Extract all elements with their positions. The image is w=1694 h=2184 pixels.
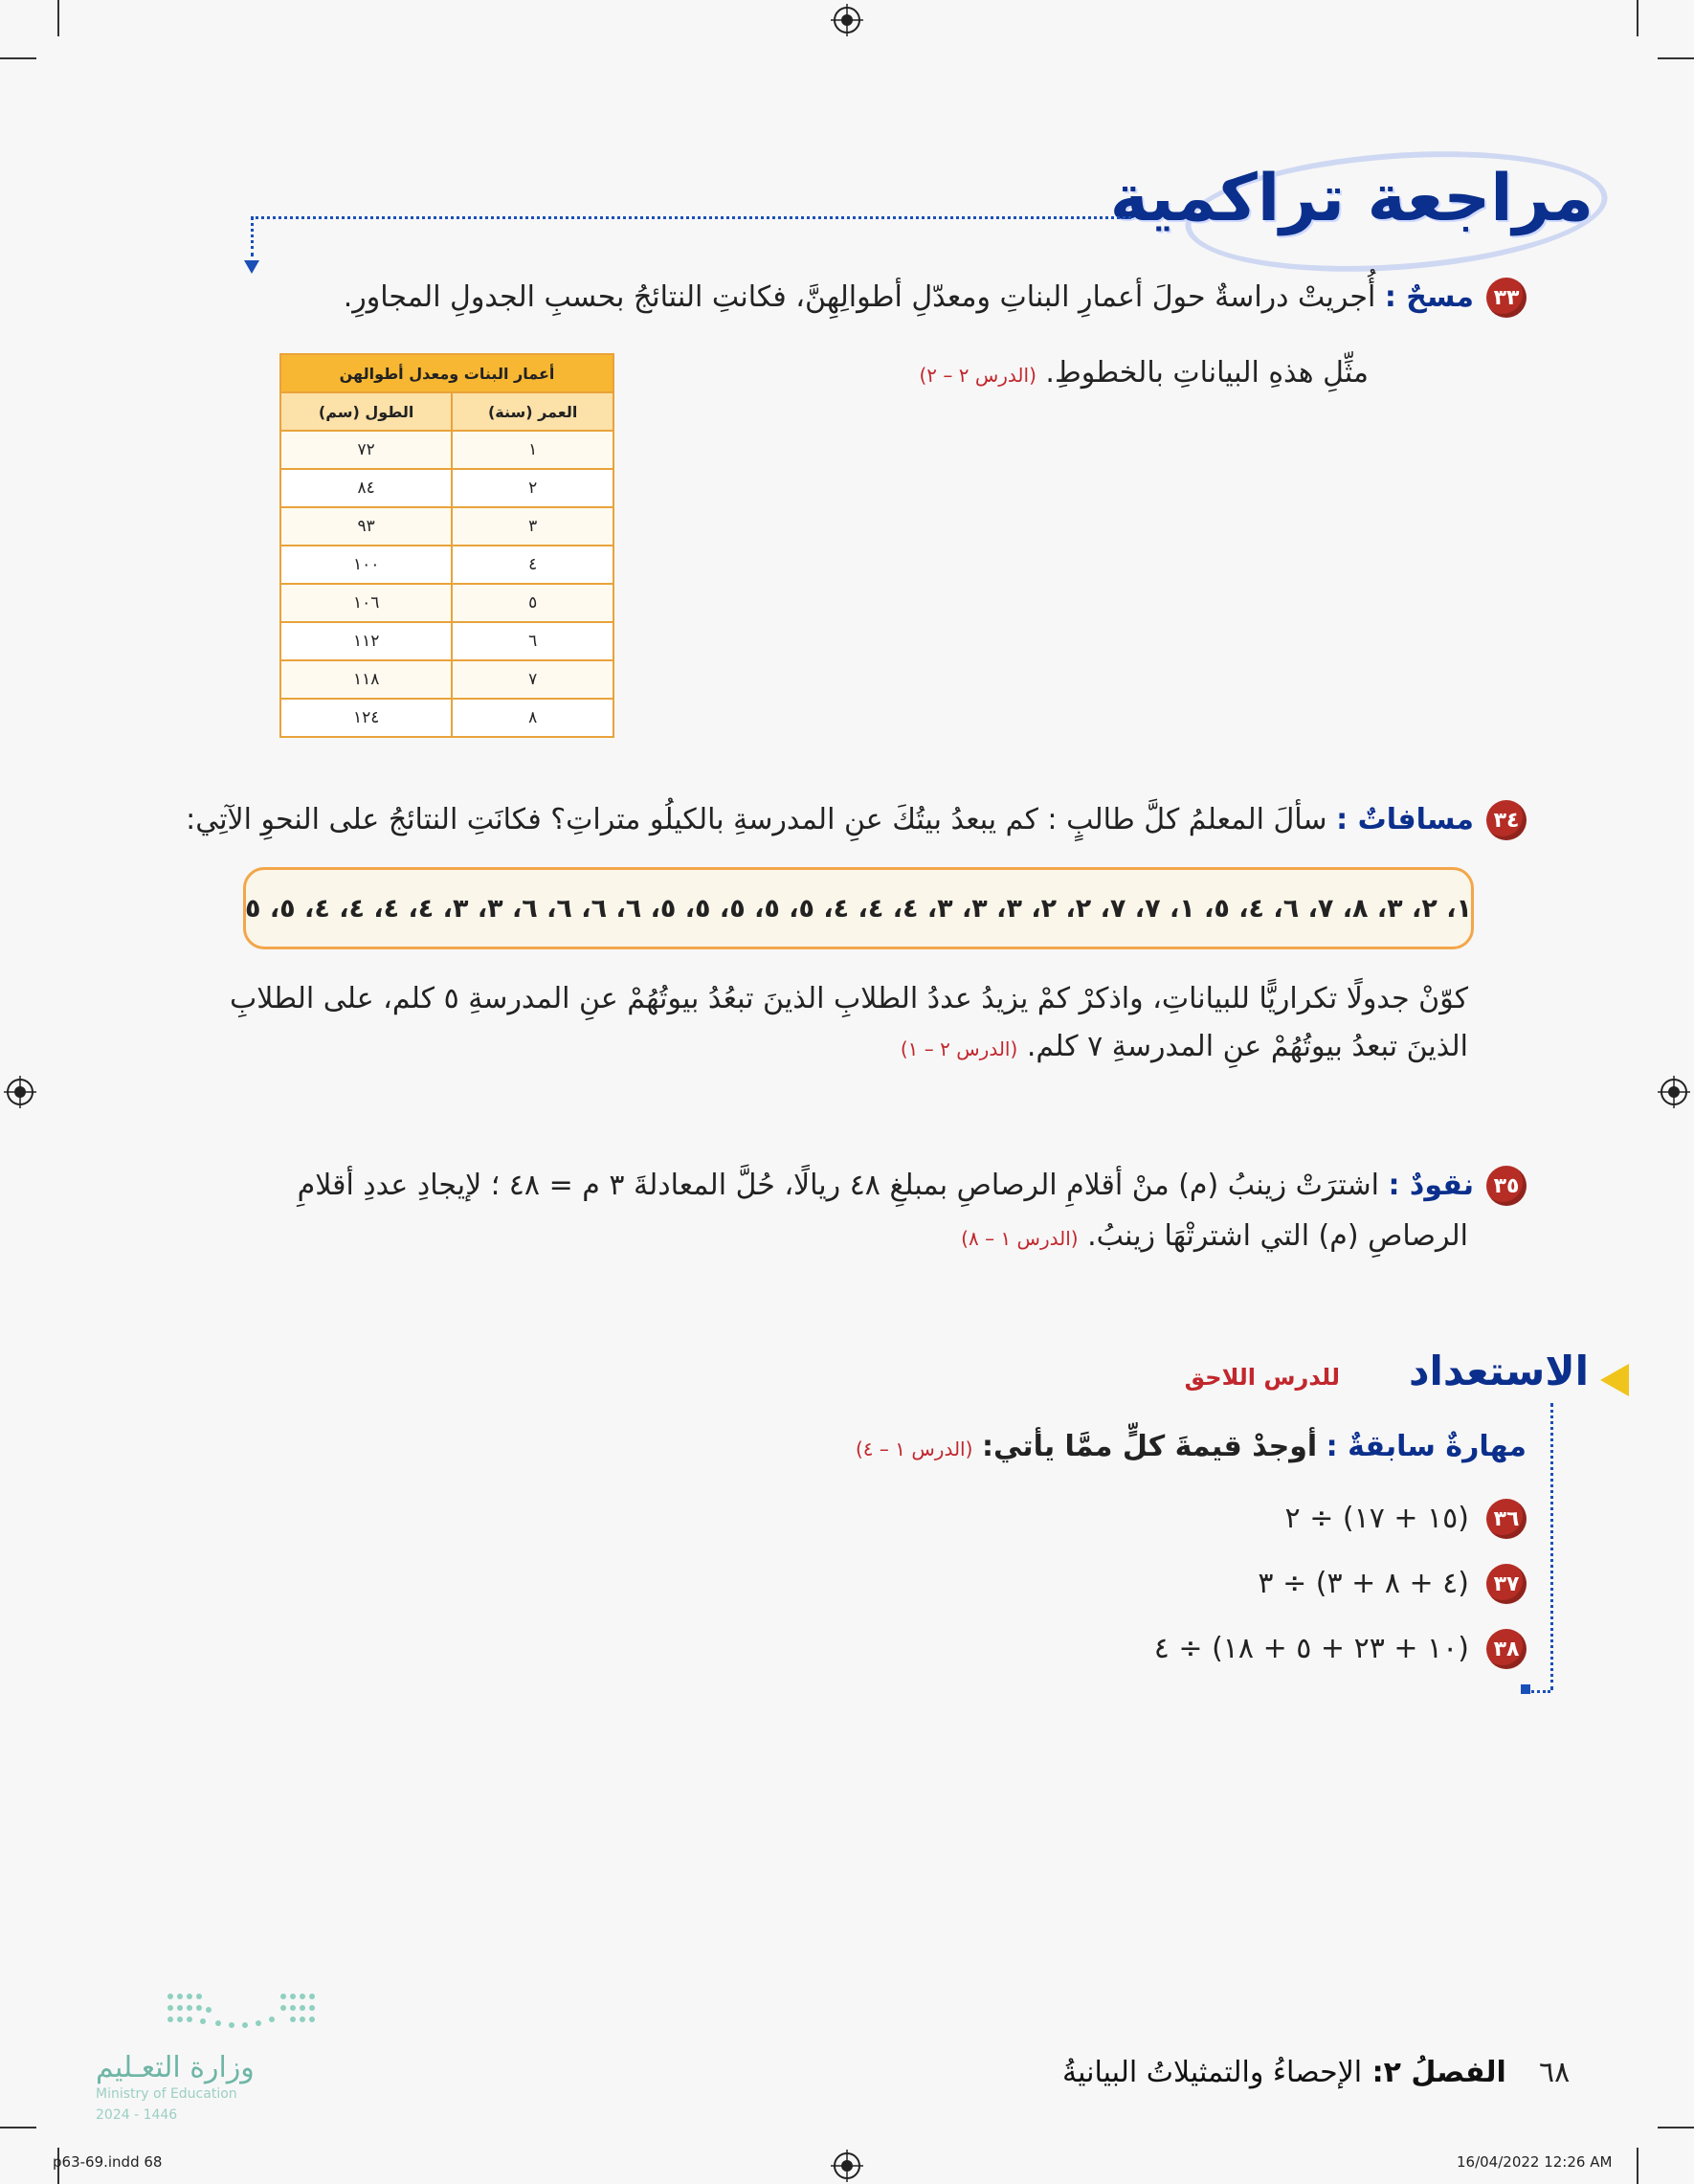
table-cell: ١١٨ [280, 660, 452, 699]
page-number: ٦٨ [1539, 2056, 1571, 2089]
distances-data-box: ١، ٢، ٣، ٨، ٧، ٦، ٤، ٥، ١، ٧، ٧، ٢، ٢، ٣، ٣، ٣، ٤، ٤، ٤، ٥، ٥، ٥، ٥، ٥، ٦، ٦، ٦، ٦، ٣، ٣، ٤، ٤، ٤، ٤، ٥، ٥ [243, 867, 1474, 949]
page-title: مراجعة تراكمية [1109, 161, 1594, 236]
table-cell: ٧٢ [280, 431, 452, 469]
table-cell: ٥ [452, 584, 613, 622]
ministry-year: 2024 - 1446 [96, 2107, 178, 2123]
table-cell: ٨٤ [280, 469, 452, 507]
question-33-instruction [919, 345, 1369, 404]
crop-mark [1637, 2148, 1638, 2184]
table-row [280, 507, 613, 546]
chapter-label: الفصلُ ٢: [1371, 2056, 1506, 2089]
crop-mark [1658, 57, 1694, 59]
table-row [280, 469, 613, 507]
question-number-badge: ٣٣ [1486, 278, 1527, 318]
question-label: نقودٌ : [1388, 1169, 1474, 1202]
prior-skill-line [856, 1418, 1527, 1478]
skill-label: مهارةٌ سابقةٌ : [1326, 1430, 1527, 1463]
instruction-text: مثِّلِ هذهِ البياناتِ بالخطوطِ. [1045, 356, 1369, 390]
dotted-leader [251, 216, 1131, 219]
question-text: سألَ المعلمُ كلَّ طالبٍ : كم يبعدُ بيتُكَ عنِ المدرسةِ بالكيلُو متراتِ؟ فكانَتِ النتائجُ على النحوِ الآتِي: [186, 803, 1327, 836]
table-cell: ٦ [452, 622, 613, 660]
question-text: الذينَ تبعدُ بيوتُهُمْ عنِ المدرسةِ ٧ كلم. [1026, 1030, 1468, 1063]
question-number-badge: ٣٥ [1486, 1166, 1527, 1206]
expression: (٤ + ٨ + ٣) ÷ ٣ [1258, 1567, 1469, 1600]
question-number-badge: ٣٤ [1486, 800, 1527, 840]
end-marker-icon [1521, 1684, 1530, 1694]
question-text: أُجريتْ دراسةٌ حولَ أعمارِ البناتِ ومعدّلِ أطوالِهِنَّ، فكانتِ النتائجُ بحسبِ الجدولِ المجاورِ. [343, 280, 1376, 314]
prep-title: الاستعداد [1408, 1348, 1589, 1394]
registration-mark-icon [831, 2150, 863, 2182]
table-cell: ١٢٤ [280, 699, 452, 737]
registration-mark-icon [4, 1076, 36, 1108]
table-header: الطول (سم) [280, 392, 452, 431]
table-cell: ١ [452, 431, 613, 469]
question-33-stem [344, 269, 1474, 326]
question-number-badge: ٣٧ [1486, 1564, 1527, 1604]
crop-mark [1637, 0, 1638, 36]
ages-heights-table [279, 353, 614, 738]
slug-filename: p63-69.indd 68 [53, 2153, 163, 2171]
table-row [280, 622, 613, 660]
expression: (١٠ + ٢٣ + ٥ + ١٨) ÷ ٤ [1153, 1632, 1469, 1665]
lesson-reference: (الدرس ١ – ٨) [961, 1227, 1079, 1250]
section-arrow-icon [1600, 1364, 1629, 1396]
prep-subtitle: للدرس اللاحق [1184, 1364, 1340, 1391]
table-cell: ٣ [452, 507, 613, 546]
question-34-line [901, 1018, 1468, 1078]
question-label: مسافاتٌ : [1336, 803, 1474, 836]
table-cell: ٨ [452, 699, 613, 737]
question-35-stem [298, 1157, 1474, 1215]
table-row [280, 584, 613, 622]
table-header: العمر (سنة) [452, 392, 613, 431]
chapter-name: الإحصاءُ والتمثيلاتُ البيانيةُ [1062, 2056, 1363, 2089]
lesson-reference: (الدرس ٢ – ١) [900, 1037, 1018, 1060]
crop-mark [0, 2127, 36, 2128]
slug-date: 16/04/2022 12:26 AM [1457, 2153, 1613, 2171]
question-number-badge: ٣٦ [1486, 1499, 1527, 1539]
expression: (١٥ + ١٧) ÷ ٢ [1284, 1502, 1469, 1535]
table-row [280, 660, 613, 699]
ministry-name-arabic: وزارة التعـليم [96, 2051, 255, 2084]
table-cell: ٩٣ [280, 507, 452, 546]
ministry-name-english: Ministry of Education [96, 2086, 237, 2102]
question-text: الرصاصِ (م) التي اشترتْهَا زينبُ. [1087, 1219, 1468, 1253]
question-label: مسحٌ : [1384, 280, 1474, 314]
arrow-down-icon [244, 260, 259, 274]
registration-mark-icon [1658, 1076, 1690, 1108]
lesson-reference: (الدرس ٢ – ٢) [919, 364, 1036, 387]
chapter-title [1062, 2056, 1506, 2089]
question-34-line: كوّنْ جدولًا تكراريًّا للبياناتِ، واذكرْ كمْ يزيدُ عددُ الطلابِ الذينَ تبعُدُ بيوتُهُمْ عنِ المدرسةِ ٥ كلم، على الطلابِ [230, 982, 1468, 1015]
dotted-leader [1550, 1403, 1553, 1690]
table-cell: ٧ [452, 660, 613, 699]
crop-mark [0, 57, 36, 59]
question-text: اشترَتْ زينبُ (م) منْ أقلامِ الرصاصِ بمبلغِ ٤٨ ريالًا، حُلَّ المعادلةَ ٣ م = ٤٨ ؛ لإيجادِ عددِ أقلامِ [297, 1169, 1379, 1202]
question-35-line [961, 1208, 1468, 1267]
ministry-logo-icon [165, 1989, 318, 2037]
table-cell: ١٠٦ [280, 584, 452, 622]
question-34-stem [186, 791, 1474, 849]
table-cell: ٤ [452, 546, 613, 584]
table-caption: أعمار البنات ومعدل أطوالهن [280, 354, 613, 392]
table-cell: ٢ [452, 469, 613, 507]
table-cell: ١٠٠ [280, 546, 452, 584]
crop-mark [1658, 2127, 1694, 2128]
table-row [280, 699, 613, 737]
crop-mark [57, 0, 59, 36]
table-cell: ١١٢ [280, 622, 452, 660]
skill-text: أوجدْ قيمةَ كلٍّ ممَّا يأتي: [981, 1430, 1318, 1463]
table-row [280, 431, 613, 469]
question-number-badge: ٣٨ [1486, 1629, 1527, 1669]
registration-mark-icon [831, 4, 863, 36]
lesson-reference: (الدرس ١ – ٤) [855, 1437, 973, 1460]
dotted-leader [251, 216, 254, 256]
table-row [280, 546, 613, 584]
